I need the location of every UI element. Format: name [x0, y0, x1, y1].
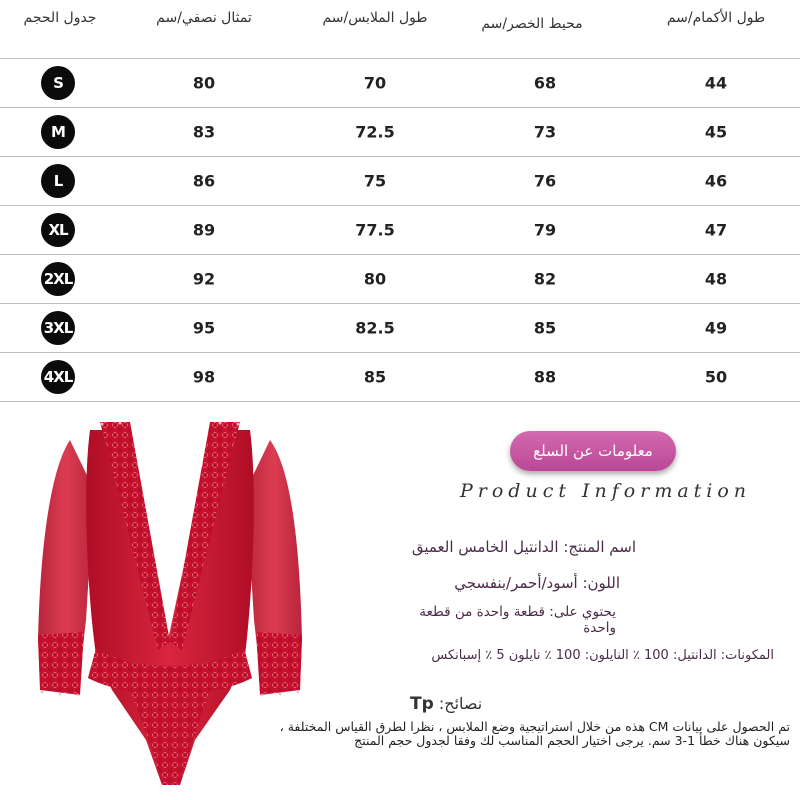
table-row: [0, 353, 800, 402]
waist-cell: 73: [533, 122, 557, 142]
header-sleeve: طول الأكمام/سم: [666, 10, 766, 26]
bust-cell: 92: [192, 269, 216, 289]
product-contents-line: يحتوي على: قطعة واحدة من قطعة: [419, 604, 616, 620]
header-bust: تمثال نصفي/سم: [156, 10, 252, 26]
table-row: [0, 157, 800, 206]
sleeve-cell: 48: [704, 269, 728, 289]
table-row: [0, 304, 800, 353]
size-badge: M: [41, 115, 75, 149]
size-badge: XL: [41, 213, 75, 247]
waist-cell: 85: [533, 318, 557, 338]
waist-cell: 79: [533, 220, 557, 240]
bust-cell: 89: [192, 220, 216, 240]
length-cell: 75: [363, 171, 387, 191]
tips-badge: Tp: [410, 694, 434, 714]
length-cell: 77.5: [355, 220, 395, 240]
tips-text: تم الحصول على بيانات CM هذه من خلال استراتيجية وضع الملابس ، نظرا لطرق القياس المختلفة ، سيكون هناك خطأ 1-3 سم. يرجى اختيار الحجم المناسب لك وفقا لجدول حجم المنتج: [279, 719, 790, 748]
sleeve-cell: 47: [704, 220, 728, 240]
bust-cell: 80: [192, 73, 216, 93]
length-cell: 72.5: [355, 122, 395, 142]
product-composition-line: المكونات: الدانتيل: 100 ٪ النايلون: 100 ٪ نايلون 5 ٪ إسبانكس: [431, 648, 774, 663]
waist-cell: 68: [533, 73, 557, 93]
bust-cell: 95: [192, 318, 216, 338]
length-cell: 82.5: [355, 318, 395, 338]
table-row: [0, 108, 800, 157]
waist-cell: 76: [533, 171, 557, 191]
header-size: جدول الحجم: [23, 10, 97, 26]
sleeve-cell: 50: [704, 367, 728, 387]
waist-cell: 88: [533, 367, 557, 387]
length-cell: 80: [363, 269, 387, 289]
sleeve-cell: 49: [704, 318, 728, 338]
waist-cell: 82: [533, 269, 557, 289]
product-contents-line-2: واحدة: [583, 620, 616, 636]
size-badge: S: [41, 66, 75, 100]
size-badge: 3XL: [41, 311, 75, 345]
product-color-line: اللون: أسود/أحمر/بنفسجي: [454, 574, 620, 592]
sleeve-cell: 44: [704, 73, 728, 93]
table-row: [0, 59, 800, 108]
bust-cell: 86: [192, 171, 216, 191]
size-badge: 4XL: [41, 360, 75, 394]
tips-label: نصائح:: [438, 694, 483, 713]
header-length: طول الملابس/سم: [322, 10, 428, 26]
size-badge: L: [41, 164, 75, 198]
length-cell: 85: [363, 367, 387, 387]
table-header: [0, 0, 800, 59]
product-bodysuit-image: [30, 410, 310, 800]
tips-heading: [410, 694, 482, 714]
table-row: [0, 206, 800, 255]
sleeve-cell: 46: [704, 171, 728, 191]
product-name-line: اسم المنتج: الدانتيل الخامس العميق: [411, 538, 636, 556]
header-waist: محيط الخصر/سم: [481, 16, 583, 32]
product-info-button[interactable]: معلومات عن السلع: [510, 431, 676, 471]
bust-cell: 98: [192, 367, 216, 387]
bust-cell: 83: [192, 122, 216, 142]
size-badge: 2XL: [41, 262, 75, 296]
table-row: [0, 255, 800, 304]
product-information-script-title: Product Information: [460, 480, 752, 502]
sleeve-cell: 45: [704, 122, 728, 142]
length-cell: 70: [363, 73, 387, 93]
